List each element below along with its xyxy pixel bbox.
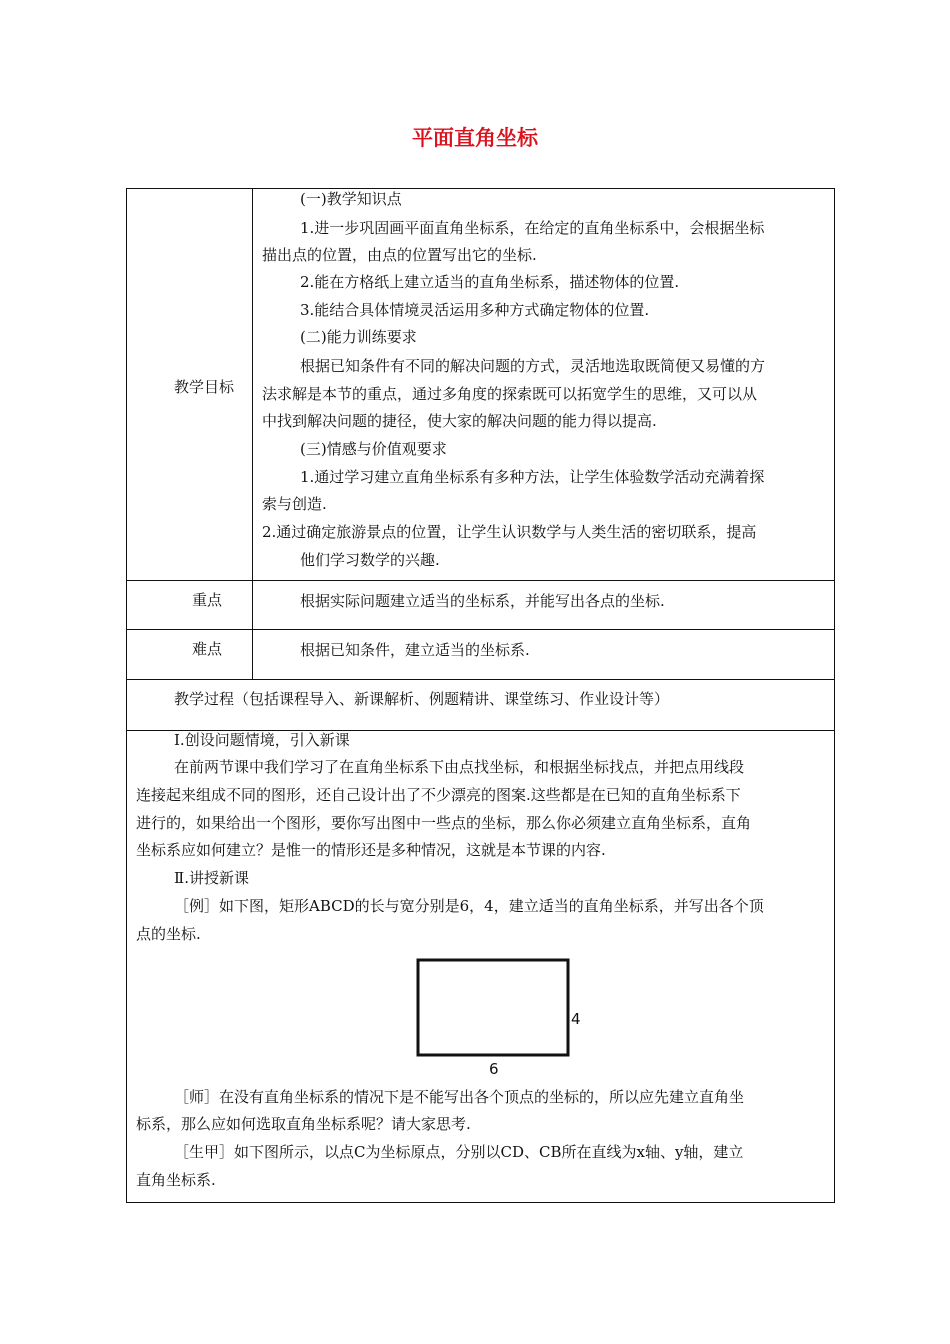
objectives-line: 索与创造. — [262, 495, 327, 513]
process-line: 在前两节课中我们学习了在直角坐标系下由点找坐标，和根据坐标找点，并把点用线段 — [174, 758, 745, 776]
process-line: 进行的，如果给出一个图形，要你写出图中一些点的坐标，那么你必须建立直角坐标系，直角 — [136, 814, 752, 832]
key-point-label-cell — [126, 580, 253, 630]
objectives-line: 描出点的位置，由点的位置写出它的坐标. — [262, 246, 537, 264]
objectives-line: (三)情感与价值观要求 — [300, 440, 447, 458]
process-line: ［师］在没有直角坐标系的情况下是不能写出各个顶点的坐标的，所以应先建立直角坐 — [174, 1088, 745, 1106]
key-point-text: 根据实际问题建立适当的坐标系，并能写出各点的坐标. — [300, 592, 665, 610]
difficulty-text: 根据已知条件，建立适当的坐标系. — [300, 641, 530, 659]
page-title: 平面直角坐标 — [412, 126, 538, 150]
process-line: 坐标系应如何建立？是惟一的情形还是多种情况，这就是本节课的内容. — [136, 841, 606, 859]
objectives-line: 他们学习数学的兴趣. — [300, 551, 440, 569]
objectives-line: 法求解是本节的重点，通过多角度的探索既可以拓宽学生的思维，又可以从 — [262, 385, 758, 403]
objectives-line: 中找到解决问题的捷径，使大家的解决问题的能力得以提高. — [262, 412, 657, 430]
rectangle-figure — [405, 950, 595, 1080]
objectives-line: 3.能结合具体情境灵活运用多种方式确定物体的位置. — [300, 301, 650, 319]
objectives-line: 根据已知条件有不同的解决问题的方式，灵活地选取既简便又易懂的方 — [300, 357, 766, 375]
objectives-line: (二)能力训练要求 — [300, 328, 417, 346]
process-line: ［例］如下图，矩形ABCD的长与宽分别是6，4，建立适当的直角坐标系，并写出各个顶 — [174, 897, 764, 915]
rectangle-width-label: 6 — [489, 1060, 499, 1078]
process-line: 连接起来组成不同的图形，还自己设计出了不少漂亮的图案.这些都是在已知的直角坐标系下 — [136, 786, 741, 804]
objectives-line: 2.通过确定旅游景点的位置，让学生认识数学与人类生活的密切联系，提高 — [262, 523, 757, 541]
difficulty-label-cell — [126, 629, 253, 680]
objectives-line: 2.能在方格纸上建立适当的直角坐标系，描述物体的位置. — [300, 273, 680, 291]
difficulty-label: 难点 — [192, 640, 223, 658]
rectangle-abcd — [418, 960, 568, 1055]
objectives-line: 1.通过学习建立直角坐标系有多种方法，让学生体验数学活动充满着探 — [300, 468, 765, 486]
process-header: 教学过程（包括课程导入、新课解析、例题精讲、课堂练习、作业设计等） — [174, 690, 670, 708]
process-line: Ⅰ.创设问题情境，引入新课 — [174, 731, 350, 749]
process-line: Ⅱ.讲授新课 — [174, 869, 249, 887]
key-point-label: 重点 — [192, 591, 223, 609]
process-line: 点的坐标. — [136, 925, 201, 943]
objectives-label: 教学目标 — [174, 378, 235, 396]
process-line: ［生甲］如下图所示，以点C为坐标原点，分别以CD、CB所在直线为x轴、y轴，建立 — [174, 1143, 744, 1161]
rectangle-height-label: 4 — [571, 1010, 581, 1028]
process-line: 标系，那么应如何选取直角坐标系呢？请大家思考. — [136, 1115, 471, 1133]
objectives-line: (一)教学知识点 — [300, 190, 402, 208]
process-line: 直角坐标系. — [136, 1171, 216, 1189]
objectives-line: 1.进一步巩固画平面直角坐标系，在给定的直角坐标系中，会根据坐标 — [300, 219, 765, 237]
